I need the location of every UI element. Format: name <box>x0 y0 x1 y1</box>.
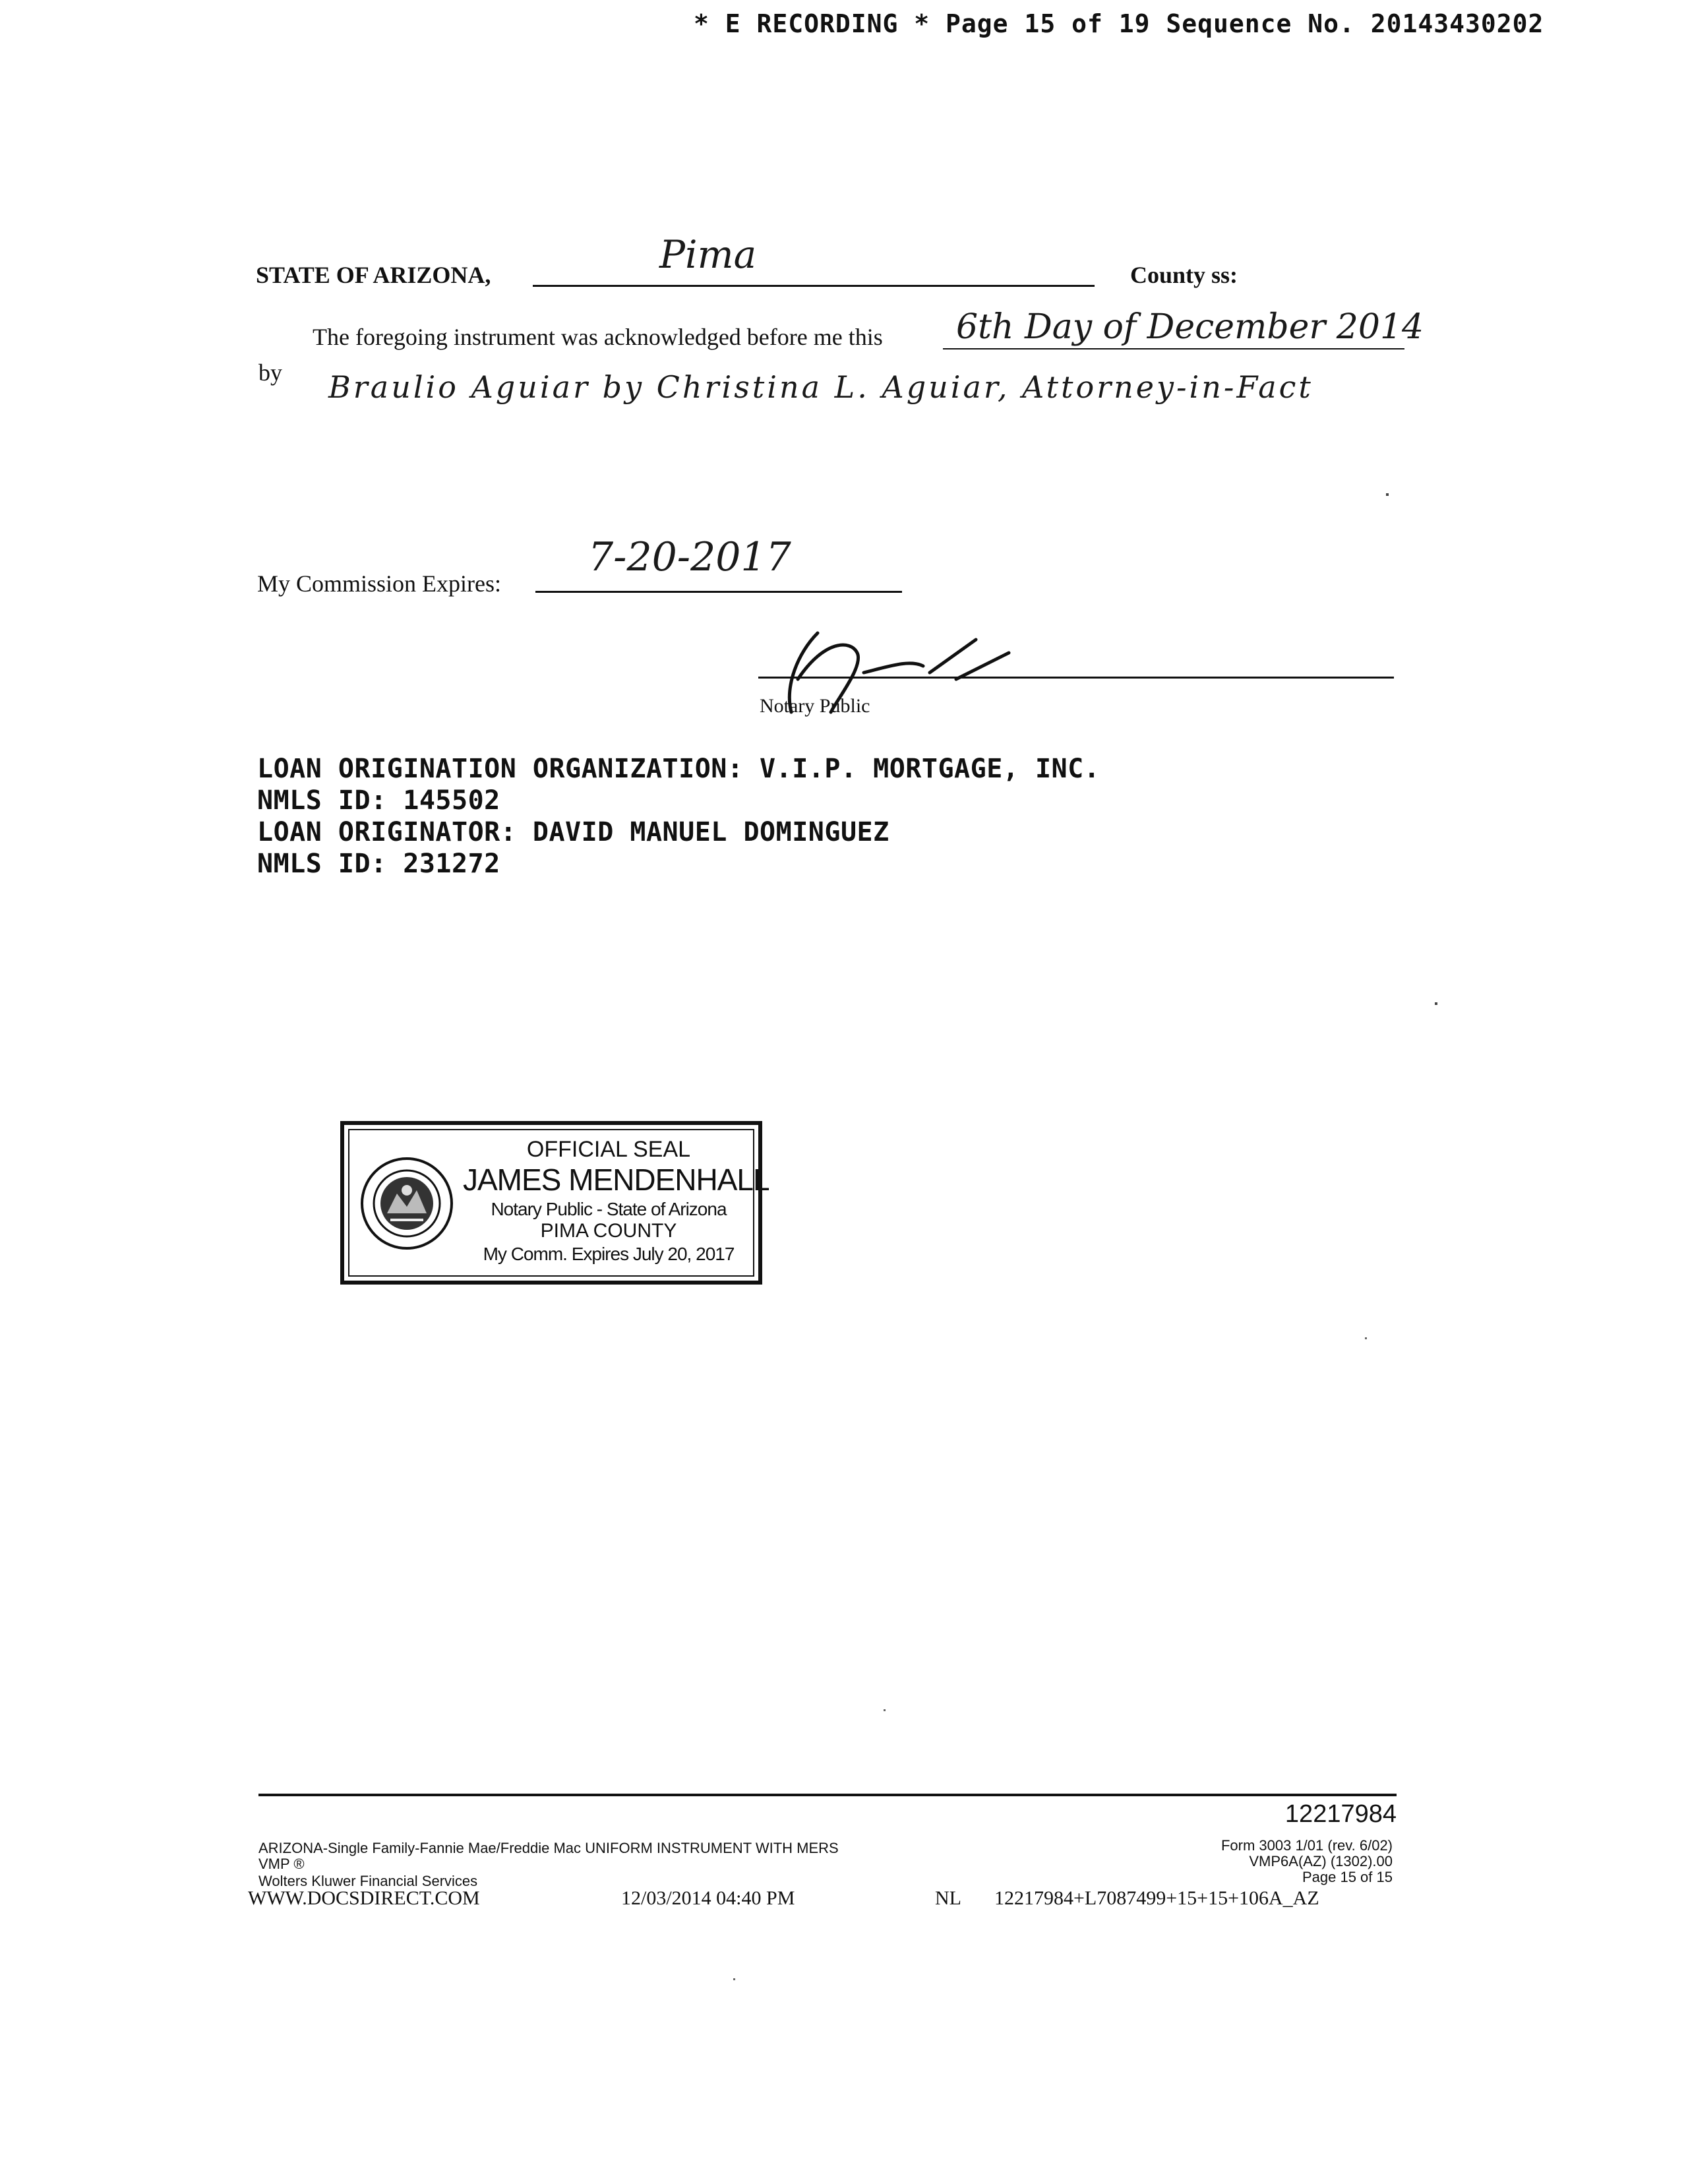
footer-nl: NL <box>935 1887 961 1909</box>
county-handwritten: Pima <box>659 232 757 277</box>
recording-header: * E RECORDING * Page 15 of 19 Sequence No. 20143430202 <box>694 9 1544 38</box>
scan-speck <box>733 1978 735 1980</box>
county-blank-line <box>533 285 1095 287</box>
seal-name: JAMES MENDENHALL <box>463 1163 769 1197</box>
scan-speck <box>1365 1337 1367 1339</box>
notary-label: Notary Public <box>760 695 870 717</box>
loan-originator-line: LOAN ORIGINATOR: DAVID MANUEL DOMINGUEZ <box>257 817 889 847</box>
commission-blank-line <box>535 591 902 593</box>
footer-website: WWW.DOCSDIRECT.COM <box>248 1887 480 1909</box>
by-label: by <box>258 359 282 386</box>
scan-speck <box>884 1709 886 1711</box>
footer-form-right-3: Page 15 of 15 <box>1302 1869 1393 1885</box>
footer-datetime: 12/03/2014 04:40 PM <box>621 1887 795 1909</box>
loan-org-nmls: NMLS ID: 145502 <box>257 785 500 816</box>
state-label: STATE OF ARIZONA, <box>256 262 491 288</box>
loan-originator-nmls: NMLS ID: 231272 <box>257 849 500 879</box>
footer-form-left-3: Wolters Kluwer Financial Services <box>258 1873 478 1889</box>
scan-speck <box>1435 1002 1437 1005</box>
footer-form-left-1: ARIZONA-Single Family-Fannie Mae/Freddie Mac UNIFORM INSTRUMENT WITH MERS <box>258 1840 839 1856</box>
footer-form-right-2: VMP6A(AZ) (1302).00 <box>1249 1853 1393 1869</box>
notary-signature-line <box>758 677 1394 679</box>
seal-line-3: My Comm. Expires July 20, 2017 <box>483 1244 735 1264</box>
footer-rule <box>258 1794 1397 1796</box>
footer-loan-number: 12217984 <box>1284 1800 1397 1828</box>
loan-org-line: LOAN ORIGINATION ORGANIZATION: V.I.P. MORTGAGE, INC. <box>257 754 1100 784</box>
seal-line-1: Notary Public - State of Arizona <box>491 1199 727 1219</box>
footer-form-left-2: VMP ® <box>258 1856 305 1872</box>
date-handwritten: 6th Day of December 2014 <box>956 307 1424 347</box>
foregoing-text: The foregoing instrument was acknowledged before me this <box>313 324 883 350</box>
commission-handwritten: 7-20-2017 <box>588 534 791 580</box>
official-seal <box>340 1121 769 1285</box>
seal-line-2: PIMA COUNTY <box>540 1220 677 1242</box>
scan-speck <box>1386 493 1389 496</box>
by-handwritten: Braulio Aguiar by Christina L. Aguiar, Attorney-in-Fact <box>328 369 1313 405</box>
footer-form-right-1: Form 3003 1/01 (rev. 6/02) <box>1221 1837 1393 1854</box>
commission-label: My Commission Expires: <box>257 570 502 597</box>
state-seal-emblem-icon <box>357 1154 456 1253</box>
seal-title: OFFICIAL SEAL <box>526 1137 691 1162</box>
footer-doc-code: 12217984+L7087499+15+15+106A_AZ <box>994 1887 1319 1909</box>
date-blank-line <box>943 348 1404 349</box>
county-label: County ss: <box>1130 262 1238 288</box>
